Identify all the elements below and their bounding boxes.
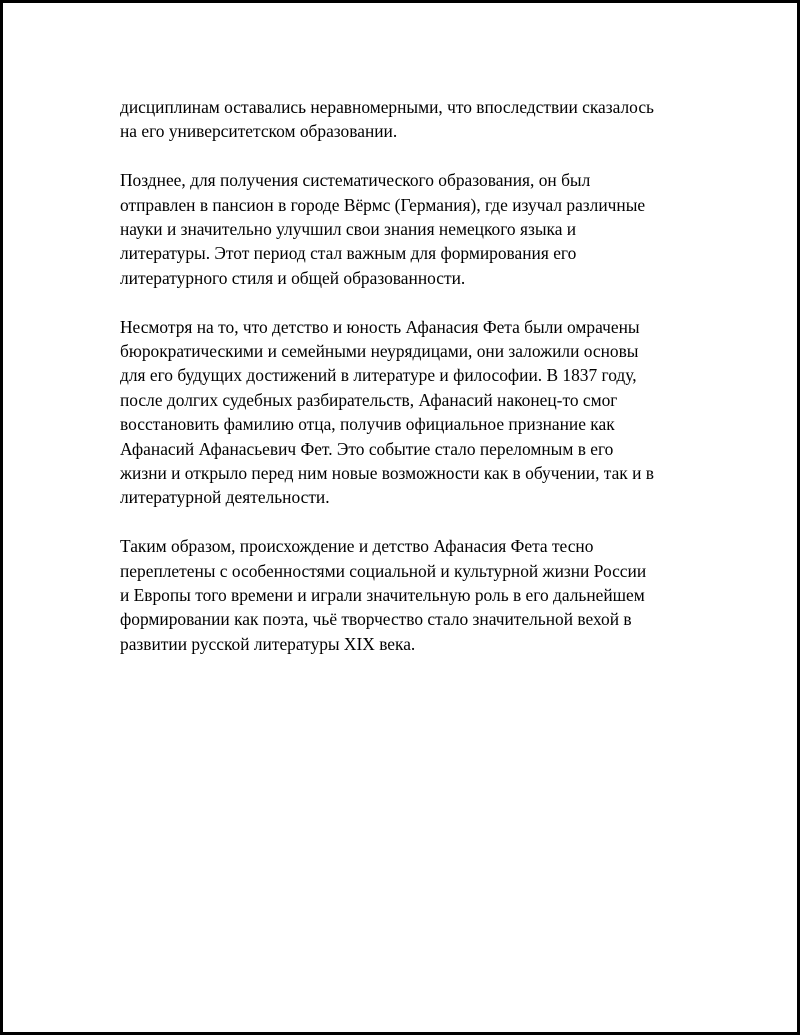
text-line: восстановить фамилию отца, получив официальное признание как bbox=[120, 414, 615, 435]
text-line: литературной деятельности. bbox=[120, 487, 330, 508]
text-line: формировании как поэта, чьё творчество стало значительной вехой в bbox=[120, 609, 632, 630]
paragraph-2 bbox=[120, 168, 705, 290]
text-line: литературного стиля и общей образованности. bbox=[120, 267, 466, 288]
text-line: после долгих судебных разбирательств, Афанасий наконец-то смог bbox=[120, 389, 618, 410]
text-line: Позднее, для получения систематического образования, он был bbox=[120, 170, 591, 191]
text-line: переплетены с особенностями социальной и культурной жизни России bbox=[120, 560, 647, 581]
text-line: и Европы того времени и играли значительную роль в его дальнейшем bbox=[120, 585, 645, 606]
text-line: развитии русской литературы XIX века. bbox=[120, 633, 416, 654]
text-line: литературы. Этот период стал важным для формирования его bbox=[120, 243, 577, 264]
document-body bbox=[120, 95, 705, 681]
text-line: отправлен в пансион в городе Вёрмс (Германия), где изучал различные bbox=[120, 194, 646, 215]
paragraph-1 bbox=[120, 95, 705, 144]
text-line: Таким образом, происхождение и детство Афанасия Фета тесно bbox=[120, 536, 594, 557]
paragraph-4 bbox=[120, 534, 705, 656]
text-line: для его будущих достижений в литературе и философии. В 1837 году, bbox=[120, 365, 637, 386]
text-line: Несмотря на то, что детство и юность Афанасия Фета были омрачены bbox=[120, 316, 640, 337]
text-line: дисциплинам оставались неравномерными, что впоследствии сказалось bbox=[120, 97, 654, 117]
text-line: на его университетском образовании. bbox=[120, 121, 398, 142]
text-line: Афанасий Афанасьевич Фет. Это событие стало переломным в его bbox=[120, 438, 614, 459]
text-line: бюрократическими и семейными неурядицами, они заложили основы bbox=[120, 341, 639, 362]
text-line: жизни и открыло перед ним новые возможности как в обучении, так и в bbox=[120, 463, 654, 484]
paragraph-3 bbox=[120, 315, 705, 510]
text-line: науки и значительно улучшил свои знания немецкого языка и bbox=[120, 219, 577, 240]
